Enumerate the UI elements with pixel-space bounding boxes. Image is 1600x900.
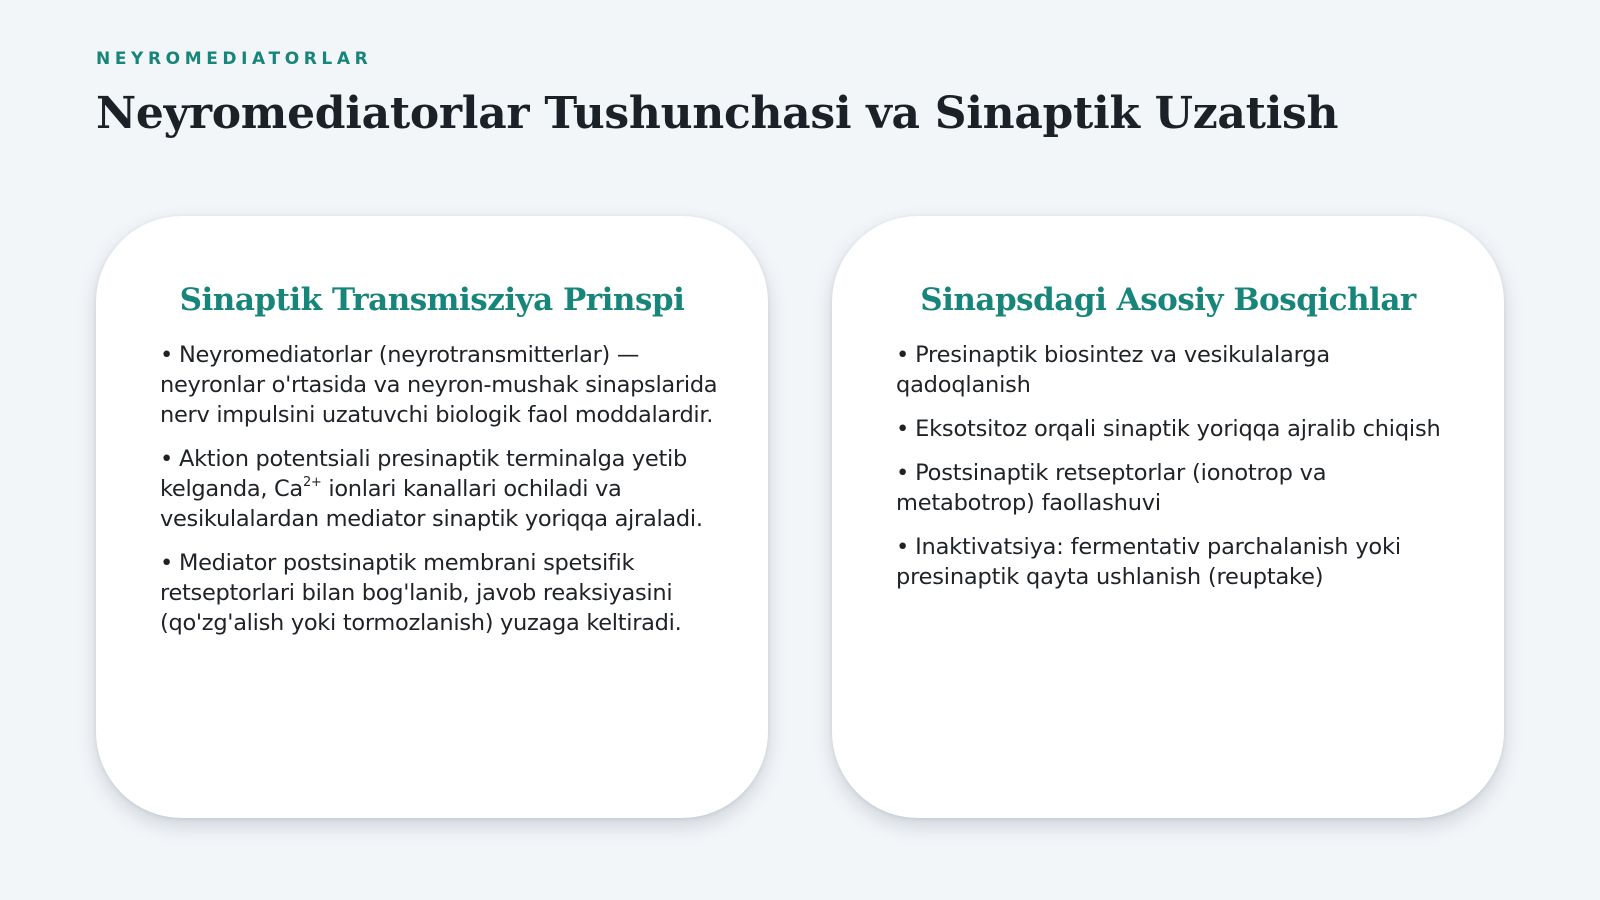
card-title: Sinaptik Transmisziya Prinspi: [179, 282, 685, 318]
bullet-item: [896, 340, 1466, 400]
bullet-marker: •: [896, 416, 910, 442]
bullet-item: [160, 548, 730, 638]
bullet-item: [160, 444, 730, 534]
bullet-text: Aktion potentsiali presinaptik terminalga yetib kelganda, Ca: [160, 446, 687, 502]
bullet-marker: •: [896, 460, 910, 486]
bullet-marker: •: [896, 534, 910, 560]
slide-kicker: NEYROMEDIATORLAR: [96, 49, 373, 69]
calcium-charge-superscript: 2+: [302, 474, 322, 490]
bullet-text: Postsinaptik retseptorlar (ionotrop va metabotrop) faollashuvi: [896, 460, 1327, 516]
bullet-item: [160, 340, 730, 430]
stages-card: [832, 216, 1504, 818]
bullet-marker: •: [160, 550, 173, 576]
bullet-text: Neyromediatorlar (neyrotransmitterlar) — neyronlar o'rtasida va neyron-mushak sinapslarida nerv impulsini uzatuvchi biologik faol moddalardir.: [160, 342, 718, 428]
card-title: Sinapsdagi Asosiy Bosqichlar: [920, 282, 1416, 318]
bullet-list: [896, 340, 1466, 606]
bullet-item: [896, 532, 1466, 592]
bullet-text: ionlari kanallari ochiladi va vesikulalardan mediator sinaptik yoriqqa ajraladi.: [160, 476, 703, 532]
bullet-item: [896, 414, 1466, 444]
slide-title: Neyromediatorlar Tushunchasi va Sinaptik Uzatish: [96, 88, 1339, 139]
bullet-item: [896, 458, 1466, 518]
bullet-text: Presinaptik biosintez va vesikulalarga qadoqlanish: [896, 342, 1330, 398]
bullet-marker: •: [896, 342, 910, 368]
bullet-list: [160, 340, 730, 652]
bullet-text: Inaktivatsiya: fermentativ parchalanish yoki presinaptik qayta ushlanish (reuptake): [896, 534, 1401, 590]
bullet-marker: •: [160, 342, 173, 368]
principle-card: [96, 216, 768, 818]
bullet-marker: •: [160, 446, 173, 472]
bullet-text: Eksotsitoz orqali sinaptik yoriqqa ajralib chiqish: [915, 416, 1441, 442]
bullet-text: Mediator postsinaptik membrani spetsifik retseptorlari bilan bog'lanib, javob reaksiyasini (qo'zg'alish yoki tormozlanish) yuzaga keltiradi.: [160, 550, 682, 636]
